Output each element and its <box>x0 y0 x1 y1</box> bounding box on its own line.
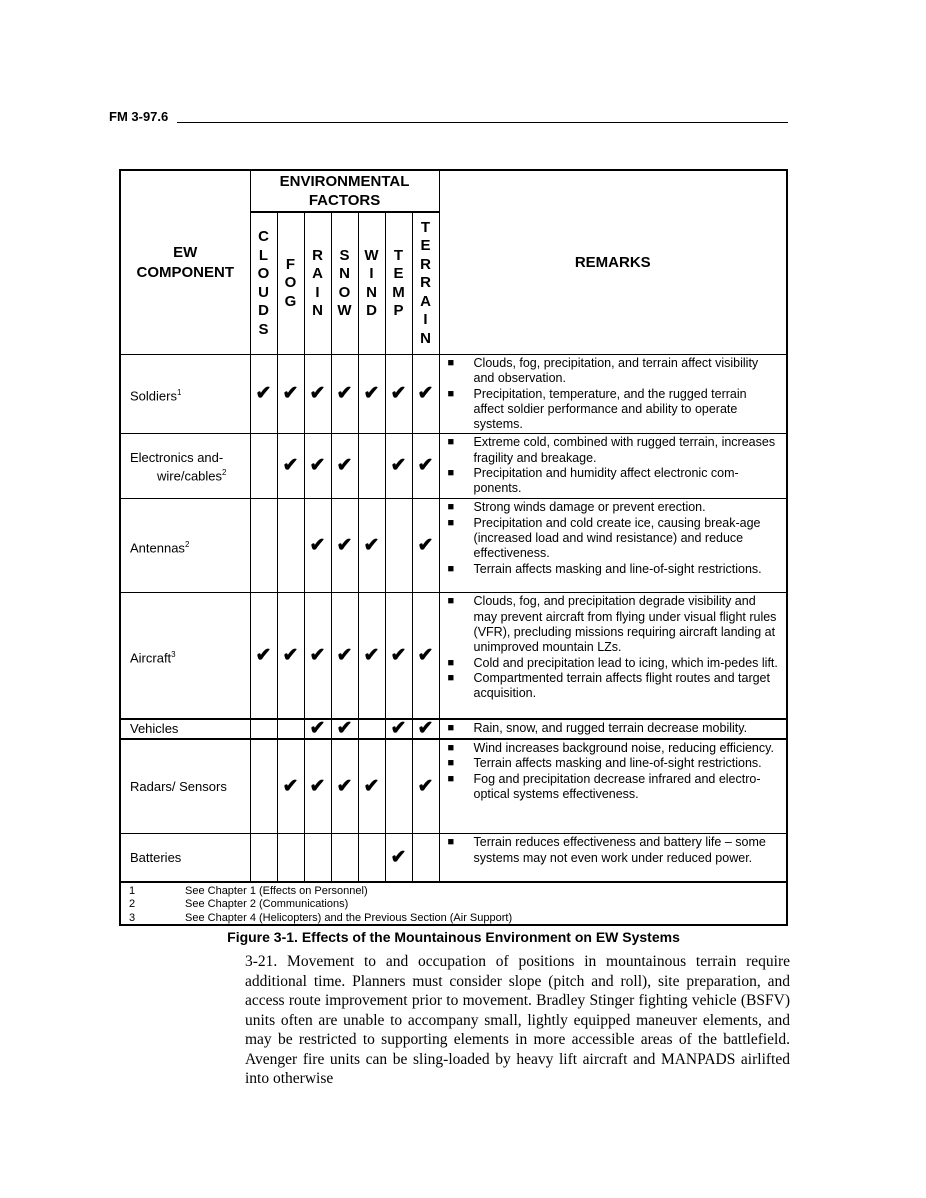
factor-cell-rain <box>304 739 331 834</box>
remarks-list <box>448 594 780 701</box>
component-name: Soldiers <box>130 388 177 404</box>
check-mark-icon: ✔ <box>363 644 380 666</box>
component-cell <box>121 355 250 434</box>
component-cell <box>121 434 250 499</box>
factor-cell-terrain <box>412 834 439 882</box>
component-name: Radars/ Sensors <box>130 779 227 795</box>
factor-cell-wind <box>358 499 385 593</box>
factor-header-wind <box>358 212 385 355</box>
remarks-list <box>448 500 780 576</box>
factor-cell-snow <box>331 593 358 719</box>
check-mark-icon: ✔ <box>390 383 407 405</box>
check-mark-icon: ✔ <box>309 534 326 556</box>
remarks-list <box>448 356 780 432</box>
remark-item: ■ Compartmented terrain affects flight routes and target acquisition. <box>448 671 780 702</box>
footnote-number: 1 <box>129 884 136 897</box>
table-row <box>121 739 786 834</box>
factor-cell-fog <box>277 593 304 719</box>
component-name: Batteries <box>130 850 182 866</box>
factor-cell-fog <box>277 719 304 739</box>
check-mark-icon: ✔ <box>309 717 326 739</box>
factor-letter: S <box>339 246 350 264</box>
check-mark-icon: ✔ <box>336 775 353 797</box>
check-mark-icon: ✔ <box>282 644 299 666</box>
remark-item: ■ Precipitation and humidity affect electronic com-ponents. <box>448 466 780 497</box>
factor-letter: I <box>369 265 374 282</box>
factor-letter: M <box>392 283 405 301</box>
check-mark-icon: ✔ <box>309 775 326 797</box>
table-row <box>121 834 786 882</box>
factor-cell-clouds <box>250 499 277 593</box>
factor-letter: N <box>339 265 350 282</box>
check-mark-icon: ✔ <box>336 534 353 556</box>
factor-cell-temp <box>385 593 412 719</box>
factor-letter: R <box>312 246 323 264</box>
footnote <box>129 885 780 899</box>
remarks-cell <box>439 499 786 593</box>
remarks-cell <box>439 739 786 834</box>
footnotes-row <box>121 882 786 926</box>
table-row <box>121 355 786 434</box>
remark-item: ■ Terrain affects masking and line-of-sight restrictions. <box>448 562 780 577</box>
factor-cell-fog <box>277 355 304 434</box>
body-paragraph: 3-21. Movement to and occupation of positions in mountainous terrain require additional time. Planners must consider slope (pitch and roll), site preparation, and access route improvement prior to movement. Bradley Stinger fighting vehicle (BSFV) units often are unable to accompany small, lightly equipped maneuver elements, and may be restricted to supporting elements in more accessible areas of the battlefield. Avenger fire units can be sling-loaded by heavy lift aircraft and MANPADS airlifted into otherwise <box>245 953 790 1087</box>
footnote-ref: 2 <box>184 539 190 549</box>
component-cell <box>121 834 250 882</box>
check-mark-icon: ✔ <box>282 775 299 797</box>
table-row <box>121 719 786 739</box>
factor-letter: W <box>364 246 379 264</box>
component-name-line2 <box>130 465 250 483</box>
factor-cell-wind <box>358 719 385 739</box>
table-row <box>121 593 786 719</box>
factor-letter: D <box>258 302 269 319</box>
factor-cell-terrain <box>412 593 439 719</box>
remark-item: ■ Clouds, fog, and precipitation degrade visibility and may prevent aircraft from flying under visual flight rules (VFR), precluding missions requiring aircraft landing at unimproved mountain LZs. <box>448 594 780 655</box>
factor-cell-snow <box>331 355 358 434</box>
factor-cell-temp <box>385 834 412 882</box>
table-row <box>121 434 786 499</box>
component-cell <box>121 719 250 739</box>
component-header-line1: EW <box>173 243 198 261</box>
table-row <box>121 499 786 593</box>
remark-item: ■ Clouds, fog, precipitation, and terrain affect visibility and observation. <box>448 356 780 387</box>
env-header-line1: ENVIRONMENTAL <box>279 173 410 190</box>
check-mark-icon: ✔ <box>417 534 434 556</box>
component-name: Aircraft <box>130 649 172 665</box>
check-mark-icon: ✔ <box>255 644 272 666</box>
factor-letter: O <box>284 274 297 292</box>
check-mark-icon: ✔ <box>417 775 434 797</box>
check-mark-icon: ✔ <box>336 455 353 477</box>
component-header-line2: COMPONENT <box>136 263 234 281</box>
ew-effects-table <box>121 171 786 926</box>
factor-letter: R <box>420 274 431 292</box>
factor-cell-snow <box>331 434 358 499</box>
factor-cell-rain <box>304 593 331 719</box>
factor-cell-clouds <box>250 434 277 499</box>
factor-cell-wind <box>358 593 385 719</box>
factor-letter: O <box>338 283 351 301</box>
footnote <box>129 898 780 912</box>
check-mark-icon: ✔ <box>336 717 353 739</box>
remarks-list <box>448 741 780 802</box>
remark-item: ■ Strong winds damage or prevent erection. <box>448 500 780 515</box>
factor-cell-clouds <box>250 739 277 834</box>
factor-cell-snow <box>331 834 358 882</box>
footnote <box>129 912 780 926</box>
factor-letter: N <box>312 302 323 319</box>
check-mark-icon: ✔ <box>417 717 434 739</box>
factor-cell-clouds <box>250 355 277 434</box>
remark-item: ■ Terrain reduces effectiveness and battery life – some systems may not even work under reduced power. <box>448 835 780 866</box>
factor-letter: E <box>420 237 431 255</box>
page-header <box>109 108 788 126</box>
check-mark-icon: ✔ <box>390 455 407 477</box>
component-cell <box>121 593 250 719</box>
factor-cell-temp <box>385 355 412 434</box>
remarks-cell <box>439 355 786 434</box>
header-rule <box>177 122 788 123</box>
factor-cell-clouds <box>250 834 277 882</box>
factor-cell-temp <box>385 499 412 593</box>
check-mark-icon: ✔ <box>309 644 326 666</box>
factor-cell-temp <box>385 434 412 499</box>
factor-letter: N <box>366 283 377 301</box>
remark-item: ■ Precipitation and cold create ice, causing break-age (increased load and wind resistance) and reduce effectiveness. <box>448 516 780 562</box>
factor-cell-snow <box>331 739 358 834</box>
factor-header-terrain <box>412 212 439 355</box>
factor-cell-wind <box>358 355 385 434</box>
factor-cell-fog <box>277 434 304 499</box>
factor-cell-fog <box>277 834 304 882</box>
factor-letter: I <box>315 283 320 301</box>
factor-letter: N <box>420 329 431 347</box>
remarks-cell <box>439 719 786 739</box>
check-mark-icon: ✔ <box>255 383 272 405</box>
factor-cell-terrain <box>412 434 439 499</box>
check-mark-icon: ✔ <box>417 644 434 666</box>
check-mark-icon: ✔ <box>282 455 299 477</box>
factor-cell-snow <box>331 719 358 739</box>
factor-letter: D <box>366 302 377 319</box>
factor-cell-terrain <box>412 719 439 739</box>
factor-letter: E <box>393 265 404 282</box>
check-mark-icon: ✔ <box>417 383 434 405</box>
component-name: Vehicles <box>130 721 179 737</box>
remarks-cell <box>439 593 786 719</box>
factor-header-fog <box>277 212 304 355</box>
factor-cell-clouds <box>250 719 277 739</box>
factor-letter: S <box>258 320 269 338</box>
factor-cell-terrain <box>412 499 439 593</box>
remarks-list <box>448 721 780 736</box>
factor-cell-fog <box>277 739 304 834</box>
factor-letter: T <box>420 218 431 236</box>
factor-header-rain <box>304 212 331 355</box>
factor-cell-wind <box>358 834 385 882</box>
figure-caption: Figure 3-1. Effects of the Mountainous Environment on EW Systems <box>227 929 680 945</box>
footnote-number: 3 <box>129 911 136 924</box>
check-mark-icon: ✔ <box>282 383 299 405</box>
check-mark-icon: ✔ <box>309 455 326 477</box>
factor-letter: W <box>337 302 352 319</box>
footnotes-cell <box>121 882 786 926</box>
ew-effects-figure <box>119 169 788 926</box>
factor-letter: P <box>393 302 404 319</box>
factor-cell-clouds <box>250 593 277 719</box>
factor-letter: A <box>312 265 323 282</box>
factor-letter: F <box>285 255 296 273</box>
check-mark-icon: ✔ <box>417 455 434 477</box>
factor-header-clouds <box>250 212 277 355</box>
component-name: Electronics and- <box>130 449 224 465</box>
factor-cell-snow <box>331 499 358 593</box>
factor-cell-rain <box>304 434 331 499</box>
factor-cell-temp <box>385 719 412 739</box>
environmental-factors-header <box>250 171 439 212</box>
remark-item: ■ Rain, snow, and rugged terrain decrease mobility. <box>448 721 780 736</box>
footnote-ref: 3 <box>171 649 176 659</box>
env-header-line2: FACTORS <box>308 192 381 209</box>
component-name: Antennas <box>130 540 185 556</box>
factor-cell-rain <box>304 719 331 739</box>
remarks-list <box>448 835 780 866</box>
factor-letter: O <box>257 265 270 282</box>
factor-cell-rain <box>304 499 331 593</box>
factor-cell-terrain <box>412 739 439 834</box>
remarks-cell <box>439 434 786 499</box>
factor-letter: A <box>420 292 431 310</box>
footnote-ref: 2 <box>222 467 227 477</box>
check-mark-icon: ✔ <box>363 383 380 405</box>
factor-letter: I <box>423 311 428 329</box>
factor-header-temp <box>385 212 412 355</box>
footnote-text: See Chapter 4 (Helicopters) and the Previous Section (Air Support) <box>185 911 513 924</box>
document-id: FM 3-97.6 <box>109 109 169 124</box>
check-mark-icon: ✔ <box>336 644 353 666</box>
remarks-list <box>448 435 780 496</box>
footnote-number: 2 <box>129 898 136 911</box>
factor-letter: U <box>258 283 269 301</box>
check-mark-icon: ✔ <box>336 383 353 405</box>
factor-letter: T <box>393 246 404 264</box>
remark-item: ■ Fog and precipitation decrease infrared and electro-optical systems effectiveness. <box>448 772 780 803</box>
footnote-text: See Chapter 2 (Communications) <box>185 898 349 911</box>
footnote-text: See Chapter 1 (Effects on Personnel) <box>185 884 368 897</box>
check-mark-icon: ✔ <box>363 775 380 797</box>
factor-letter: G <box>284 292 297 310</box>
factor-cell-rain <box>304 355 331 434</box>
factor-letter: R <box>420 255 431 273</box>
factor-cell-temp <box>385 739 412 834</box>
factor-cell-terrain <box>412 355 439 434</box>
factor-cell-wind <box>358 434 385 499</box>
component-name-part: wire/cables <box>157 468 223 484</box>
factor-cell-fog <box>277 499 304 593</box>
factor-cell-wind <box>358 739 385 834</box>
factor-letter: L <box>258 246 269 264</box>
footnote-ref: 1 <box>176 388 182 398</box>
check-mark-icon: ✔ <box>390 717 407 739</box>
remark-item: ■ Precipitation, temperature, and the rugged terrain affect soldier performance and ability to operate systems. <box>448 387 780 433</box>
factor-header-snow <box>331 212 358 355</box>
check-mark-icon: ✔ <box>363 534 380 556</box>
remarks-column-header: REMARKS <box>439 171 786 355</box>
factor-letter: C <box>258 228 269 245</box>
remark-item: ■ Wind increases background noise, reducing efficiency. <box>448 741 780 756</box>
remarks-cell <box>439 834 786 882</box>
component-cell <box>121 499 250 593</box>
remark-item: ■ Extreme cold, combined with rugged terrain, increases fragility and breakage. <box>448 435 780 466</box>
check-mark-icon: ✔ <box>390 644 407 666</box>
remark-item: ■ Cold and precipitation lead to icing, which im-pedes lift. <box>448 656 780 671</box>
factor-cell-rain <box>304 834 331 882</box>
check-mark-icon: ✔ <box>309 383 326 405</box>
check-mark-icon: ✔ <box>390 846 407 868</box>
component-column-header <box>121 171 250 355</box>
component-cell <box>121 739 250 834</box>
remark-item: ■ Terrain affects masking and line-of-sight restrictions. <box>448 756 780 771</box>
